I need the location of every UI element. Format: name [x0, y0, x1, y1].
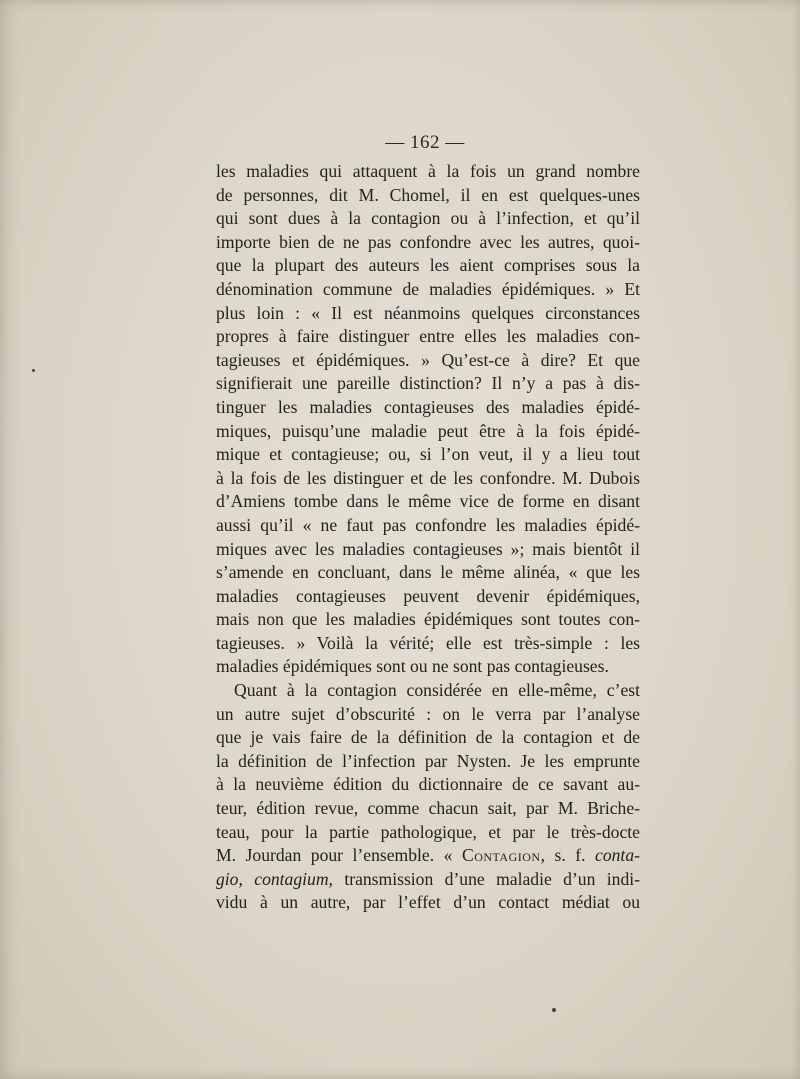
- latin-term: gio, contagium,: [216, 868, 333, 889]
- text-line: de personnes, dit M. Chomel, il en est quelques-unes: [216, 184, 640, 205]
- text-line: s’amende en concluant, dans le même alinéa, « que les: [216, 562, 640, 583]
- text-line: miques avec les maladies contagieuses »; mais bientôt il: [216, 538, 640, 559]
- text-line: mais non que les maladies épidémiques sont toutes con-: [216, 609, 640, 630]
- text-line: à la neuvième édition du dictionnaire de ce savant au-: [216, 774, 640, 795]
- paragraph-start-line: Quant à la contagion considérée en elle-même, c’est: [234, 680, 640, 701]
- text-line: vidu à un autre, par l’effet d’un contact médiat ou: [216, 892, 640, 913]
- text-line: d’Amiens tombe dans le même vice de forme en disant: [216, 491, 640, 512]
- text-line: mique et contagieuse; ou, si l’on veut, il y a lieu tout: [216, 444, 640, 465]
- definition-line: [216, 868, 640, 892]
- text-line: que la plupart des auteurs les aient comprises sous la: [216, 255, 640, 276]
- text-line: tinguer les maladies contagieuses des maladies épidé-: [216, 396, 640, 417]
- text-line: teur, édition revue, comme chacun sait, par M. Briche-: [216, 798, 640, 819]
- text-line: qui sont dues à la contagion ou à l’infection, et qu’il: [216, 208, 640, 229]
- text-line: importe bien de ne pas confondre avec les autres, quoi-: [216, 231, 640, 252]
- text-line: aussi qu’il « ne faut pas confondre les maladies épidé-: [216, 514, 640, 535]
- term-grammar: , s. f.: [540, 845, 586, 866]
- text-line: un autre sujet d’obscurité : on le verra par l’analyse: [216, 703, 640, 724]
- text-line: tagieuses. » Voilà la vérité; elle est très-simple : les: [216, 632, 640, 653]
- paper-speck: [32, 369, 35, 372]
- text-line: la définition de l’infection par Nysten. Je les emprunte: [216, 750, 640, 771]
- definition-intro: M. Jourdan pour l’ensemble. «: [216, 845, 453, 866]
- paper-speck: [552, 1008, 556, 1012]
- text-line: à la fois de les distinguer et de les confondre. M. Dubois: [216, 467, 640, 488]
- text-line: propres à faire distinguer entre elles les maladies con-: [216, 326, 640, 347]
- paragraph-end-line: maladies épidémiques sont ou ne sont pas contagieuses.: [216, 656, 609, 677]
- definition-line: [216, 844, 640, 868]
- text-line: signifierait une pareille distinction? Il n’y a pas à dis-: [216, 373, 640, 394]
- text-line: dénomination commune de maladies épidémiques. » Et: [216, 278, 640, 299]
- body-text: [216, 160, 640, 915]
- text-line: miques, puisqu’une maladie peut être à la fois épidé-: [216, 420, 640, 441]
- text-line: maladies contagieuses peuvent devenir épidémiques,: [216, 585, 640, 606]
- latin-term: conta-: [595, 845, 640, 866]
- definition-text: transmission d’une maladie d’un indi-: [344, 868, 641, 889]
- page-number: — 162 —: [385, 132, 465, 153]
- text-line: tagieuses et épidémiques. » Qu’est-ce à dire? Et que: [216, 349, 640, 370]
- text-line: les maladies qui attaquent à la fois un grand nombre: [216, 161, 640, 181]
- text-line: plus loin : « Il est néanmoins quelques circonstances: [216, 302, 640, 323]
- text-line: teau, pour la partie pathologique, et par le très-docte: [216, 821, 640, 842]
- text-line: que je vais faire de la définition de la contagion et de: [216, 727, 640, 748]
- term-contagion: Contagion: [461, 845, 541, 866]
